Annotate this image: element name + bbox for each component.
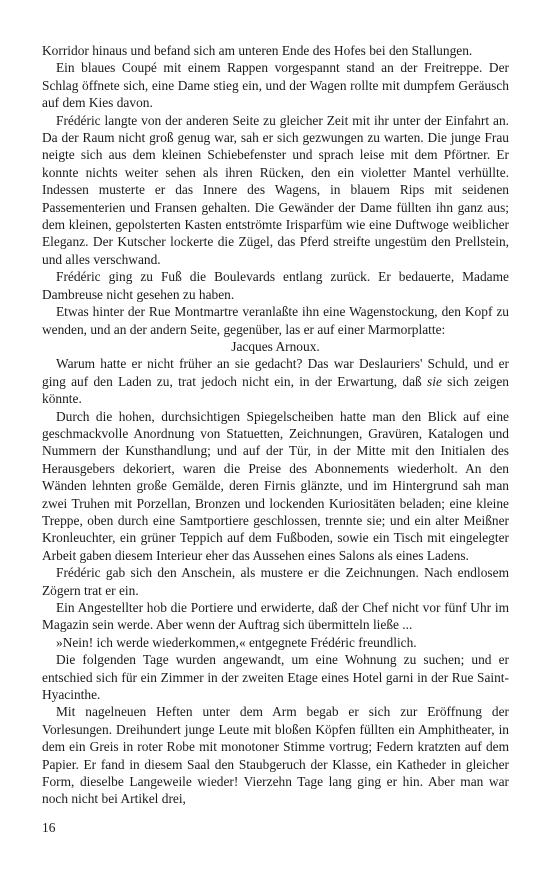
paragraph: Ein blaues Coupé mit einem Rappen vorgespannt stand an der Freitreppe. Der Schlag öffnete sich, eine Dame stieg ein, und der Wagen rollte mit dumpfem Geräusch auf dem Kies davon. xyxy=(42,60,509,111)
paragraph: Frédéric gab sich den Anschein, als mustere er die Zeichnungen. Nach endlosem Zögern trat er ein. xyxy=(42,565,509,598)
paragraph-text: sich zeigen könnte. xyxy=(42,373,509,407)
paragraph: Frédéric ging zu Fuß die Boulevards entlang zurück. Er bedauerte, Madame Dambreuse nicht gesehen zu haben. xyxy=(42,269,509,302)
inscription: Jacques Arnoux. xyxy=(231,338,320,354)
paragraph: Die folgenden Tage wurden angewandt, um eine Wohnung zu suchen; und er entschied sich für ein Zimmer in der zweiten Etage eines Hotel garni in der Rue Saint-Hyacinthe. xyxy=(42,652,509,703)
paragraph: Korridor hinaus und befand sich am unteren Ende des Hofes bei den Stallungen. xyxy=(42,43,473,58)
paragraph: Etwas hinter der Rue Montmartre veranlaßte ihn eine Wagenstockung, den Kopf zu wenden, und an der andern Seite, gegenüber, las er auf einer Marmorplatte: xyxy=(42,304,509,337)
paragraph xyxy=(42,355,509,407)
paragraph: Durch die hohen, durchsichtigen Spiegelscheiben hatte man den Blick auf eine geschmackvolle Anordnung von Statuetten, Zeichnungen, Gravüren, Katalogen und Nummern der Kunsthandlung; und auf der Tür, in der Mitte mit den Initialen des Herausgebers dekoriert, waren die Preise des Abonnements wiederholt. An den Wänden lehnten große Gemälde, deren Firnis glänzte, und im Hintergrund sah man zwei Truhen mit Porzellan, Bronzen und lockenden Kuriositäten beladen; eine kleine Treppe, oben durch eine Samtportiere geschlossen, trennte sie; und ein alter Meißner Kronleuchter, ein grüner Teppich auf dem Fußboden, sowie ein Tisch mit eingelegter Arbeit gaben diesem Interieur eher das Aussehen eines Salons als eines Ladens. xyxy=(42,408,509,563)
paragraph: Ein Angestellter hob die Portiere und erwiderte, daß der Chef nicht vor fünf Uhr im Magazin sein werde. Aber wenn der Auftrag sich übermitteln ließe ... xyxy=(42,600,509,633)
paragraph: Mit nagelneuen Heften unter dem Arm begab er sich zur Eröffnung der Vorlesungen. Dreihundert junge Leute mit bloßen Köpfen füllten ein Amphitheater, in dem ein Greis in roter Robe mit monotoner Stimme vortrug; Federn kratzten auf dem Papier. Er fand in diesem Saal den Staubgeruch der Klasse, ein Katheder in gleicher Form, dieselbe Langeweile wieder! Vierzehn Tage lang ging er hin. Aber man war noch nicht bei Artikel drei, xyxy=(42,704,509,807)
page-number: 16 xyxy=(42,820,56,835)
paragraph: Frédéric langte von der anderen Seite zu gleicher Zeit mit ihr unter der Einfahrt an. Da der Raum nicht groß genug war, sah er sich gezwungen zu warten. Die junge Frau neigte sich aus dem kleinen Schiebefenster und sprach leise mit dem Pförtner. Er konnte nichts weiter sehen als ihren Rücken, den ein violetter Mantel verhüllte. Indessen musterte er das Innere des Wagens, in blauem Rips mit seidenen Passementerien und Fransen gehalten. Die Gewänder der Dame füllten ihn ganz aus; dem kleinen, gepolsterten Kasten entströmte Irisparfüm wie eine Duftwoge weiblicher Eleganz. Der Kutscher lockerte die Zügel, das Pferd streifte ungestüm den Prellstein, und alles verschwand. xyxy=(42,112,509,267)
page-body xyxy=(42,42,509,808)
dialogue: »Nein! ich werde wiederkommen,« entgegnete Frédéric freundlich. xyxy=(56,634,417,650)
paragraph-text: Warum hatte er nicht früher an sie gedacht? Das war Deslauriers' Schuld, und er ging auf den Laden zu, trat jedoch nicht ein, in der Erwartung, daß xyxy=(42,356,509,389)
emphasis-text: sie xyxy=(427,373,442,389)
